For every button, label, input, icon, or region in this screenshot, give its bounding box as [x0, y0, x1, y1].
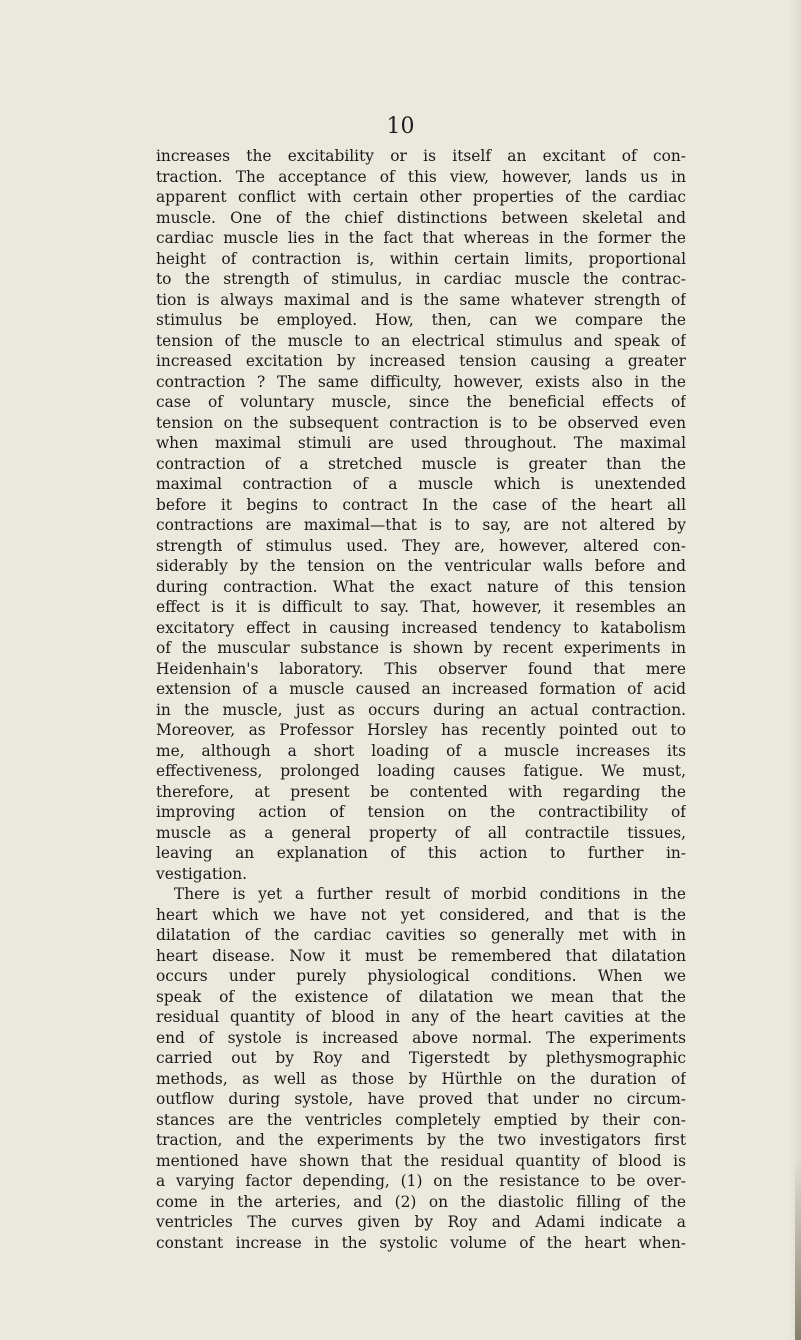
text-line: of the muscular substance is shown by recent experiments in [156, 639, 686, 657]
text-line: Moreover, as Professor Horsley has recently pointed out to [156, 721, 686, 739]
text-line: stimulus be employed. How, then, can we compare the [156, 311, 686, 329]
text-line: muscle. One of the chief distinctions between skeletal and [156, 208, 686, 227]
text-line: Heidenhain's laboratory. This observer found that mere [156, 659, 686, 678]
text-line: when maximal stimuli are used throughout. The maximal [156, 434, 686, 452]
text-line: me, although a short loading of a muscle increases its [156, 741, 686, 760]
text-line: cardiac muscle lies in the fact that whereas in the former the [156, 229, 686, 247]
text-line: case of voluntary muscle, since the beneficial effects of [156, 393, 686, 411]
text-line: improving action of tension on the contractibility of [156, 803, 686, 821]
text-line: traction, and the experiments by the two investigators first [156, 1131, 686, 1149]
text-line: heart which we have not yet considered, and that is the [156, 905, 686, 924]
text-line: therefore, at present be contented with regarding the [156, 782, 686, 801]
text-line: apparent conflict with certain other properties of the cardiac [156, 188, 686, 206]
text-line: before it begins to contract In the case of the heart all [156, 495, 686, 514]
text-line: strength of stimulus used. They are, however, altered con- [156, 536, 686, 555]
text-line: during contraction. What the exact nature of this tension [156, 577, 686, 596]
text-line: contraction ? The same difficulty, however, exists also in the [156, 372, 686, 391]
body-text [156, 146, 686, 1253]
text-line: stances are the ventricles completely emptied by their con- [156, 1110, 686, 1129]
text-line: height of contraction is, within certain limits, proportional [156, 249, 686, 268]
page-edge-shadow [787, 0, 801, 1340]
text-line: methods, as well as those by Hürthle on the duration of [156, 1069, 686, 1088]
text-line: dilatation of the cardiac cavities so generally met with in [156, 926, 686, 944]
text-line: contraction of a stretched muscle is greater than the [156, 454, 686, 473]
page-number: 10 [386, 114, 415, 139]
text-line: traction. The acceptance of this view, however, lands us in [156, 167, 686, 186]
text-line: contractions are maximal—that is to say, are not altered by [156, 516, 686, 534]
text-line: residual quantity of blood in any of the heart cavities at the [156, 1008, 686, 1026]
text-line: tension on the subsequent contraction is to be observed even [156, 413, 686, 432]
text-line: leaving an explanation of this action to further in- [156, 844, 686, 862]
text-line: ventricles The curves given by Roy and Adami indicate a [156, 1213, 686, 1231]
text-line: effectiveness, prolonged loading causes fatigue. We must, [156, 762, 686, 780]
text-line: outflow during systole, have proved that under no circum- [156, 1090, 686, 1108]
text-line: effect is it is difficult to say. That, however, it resembles an [156, 598, 686, 616]
text-line: siderably by the tension on the ventricular walls before and [156, 557, 686, 575]
text-line: end of systole is increased above normal. The experiments [156, 1028, 686, 1047]
text-line: a varying factor depending, (1) on the resistance to be over- [156, 1172, 686, 1190]
text-line: maximal contraction of a muscle which is unextended [156, 475, 686, 493]
text-line: constant increase in the systolic volume of the heart when- [156, 1233, 686, 1252]
text-line: speak of the existence of dilatation we mean that the [156, 987, 686, 1006]
text-line: muscle as a general property of all contractile tissues, [156, 823, 686, 842]
text-line: come in the arteries, and (2) on the diastolic filling of the [156, 1192, 686, 1211]
text-line: carried out by Roy and Tigerstedt by plethysmographic [156, 1049, 686, 1067]
text-line: vestigation. [156, 864, 248, 883]
text-line: heart disease. Now it must be remembered that dilatation [156, 946, 686, 965]
text-line: in the muscle, just as occurs during an actual contraction. [156, 700, 686, 719]
text-line: tion is always maximal and is the same whatever strength of [156, 290, 686, 309]
text-line: excitatory effect in causing increased tendency to katabolism [156, 618, 686, 637]
page-edge-stain [795, 1160, 801, 1340]
text-line: occurs under purely physiological conditions. When we [156, 967, 686, 985]
text-line: mentioned have shown that the residual quantity of blood is [156, 1151, 686, 1170]
text-line: increases the excitability or is itself an excitant of con- [156, 147, 686, 165]
text-line: to the strength of stimulus, in cardiac muscle the contrac- [156, 270, 686, 288]
text-line: tension of the muscle to an electrical stimulus and speak of [156, 331, 686, 350]
text-line: There is yet a further result of morbid conditions in the [174, 885, 686, 903]
text-line: extension of a muscle caused an increased formation of acid [156, 680, 686, 698]
text-line: increased excitation by increased tension causing a greater [156, 352, 686, 370]
